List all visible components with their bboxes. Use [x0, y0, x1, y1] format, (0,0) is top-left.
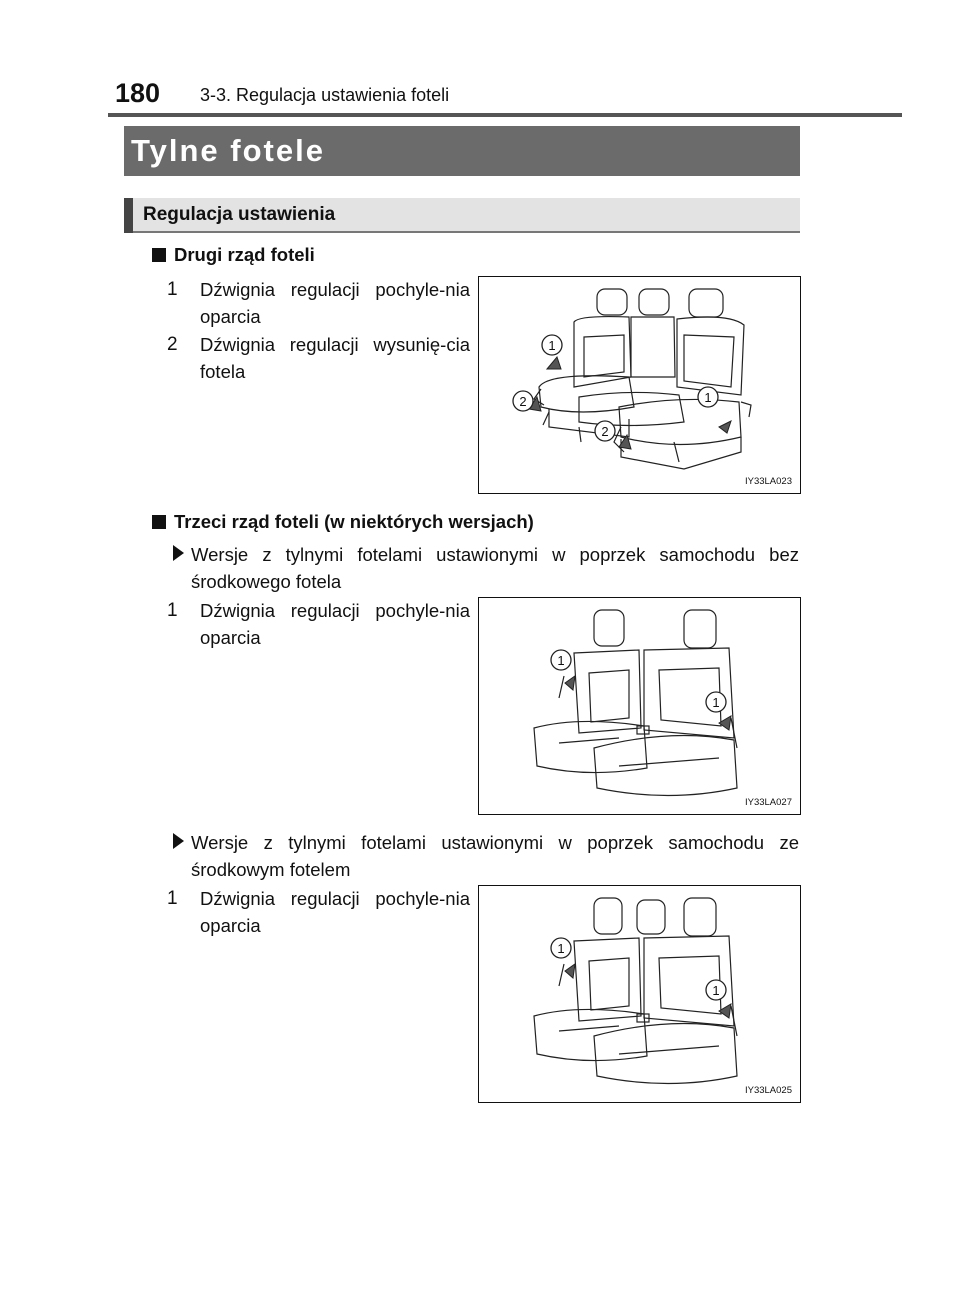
square-bullet-icon: [152, 515, 166, 529]
list-item: [167, 331, 470, 385]
callout-2: 2: [601, 424, 609, 439]
second-row-heading: [152, 244, 315, 266]
variant-a-text: [191, 541, 799, 595]
third-row-heading: [152, 511, 534, 533]
callout-number: 1: [167, 600, 178, 621]
figure-third-row-no-center-seat: [478, 597, 801, 815]
seat-illustration: [479, 598, 801, 815]
callout-number: 2: [167, 334, 178, 355]
callout-1: 1: [704, 390, 712, 405]
chapter-title: 3-3. Regulacja ustawienia foteli: [200, 85, 450, 105]
arrow-bullet-icon: [173, 545, 184, 561]
arrow-bullet-icon: [173, 833, 184, 849]
square-bullet-icon: [152, 248, 166, 262]
figure-code: IY33LA027: [744, 797, 792, 808]
list-item: [167, 276, 470, 330]
callout-1: 1: [712, 695, 720, 710]
seat-illustration: [479, 277, 801, 494]
callout-1: 1: [712, 983, 720, 998]
subsection-accent: [124, 198, 133, 233]
second-row-heading-text: Drugi rząd foteli: [174, 244, 315, 265]
list-item: [167, 885, 470, 939]
figure-second-row-seats: [478, 276, 801, 494]
figure-third-row-center-seat: [478, 885, 801, 1103]
figure-code: IY33LA023: [744, 476, 792, 487]
callout-1: 1: [557, 941, 565, 956]
subsection-title: Regulacja ustawienia: [143, 204, 336, 225]
item-text: Dźwignia regulacji pochyle-nia oparcia: [200, 888, 470, 936]
callout-1: 1: [548, 338, 556, 353]
callout-number: 1: [167, 888, 178, 909]
figure-code: IY33LA025: [744, 1085, 792, 1096]
list-item: [167, 597, 470, 651]
header-divider: [108, 113, 902, 117]
section-title: Tylne fotele: [131, 133, 325, 168]
item-text: Dźwignia regulacji pochyle-nia oparcia: [200, 600, 470, 648]
page-number: 180: [115, 78, 161, 108]
item-text: Dźwignia regulacji pochyle-nia oparcia: [200, 279, 470, 327]
variant-b-description: Wersje z tylnymi fotelami ustawionymi w poprzek samochodu ze środkowym fotelem: [191, 832, 799, 880]
third-row-heading-text: Trzeci rząd foteli (w niektórych wersjach): [174, 511, 534, 532]
variant-a-description: Wersje z tylnymi fotelami ustawionymi w poprzek samochodu bez środkowego fotela: [191, 544, 799, 592]
callout-number: 1: [167, 279, 178, 300]
seat-illustration: [479, 886, 801, 1103]
item-text: Dźwignia regulacji wysunię-cia fotela: [200, 334, 470, 382]
callout-2: 2: [519, 394, 527, 409]
variant-b-text: [191, 829, 799, 883]
callout-1: 1: [557, 653, 565, 668]
